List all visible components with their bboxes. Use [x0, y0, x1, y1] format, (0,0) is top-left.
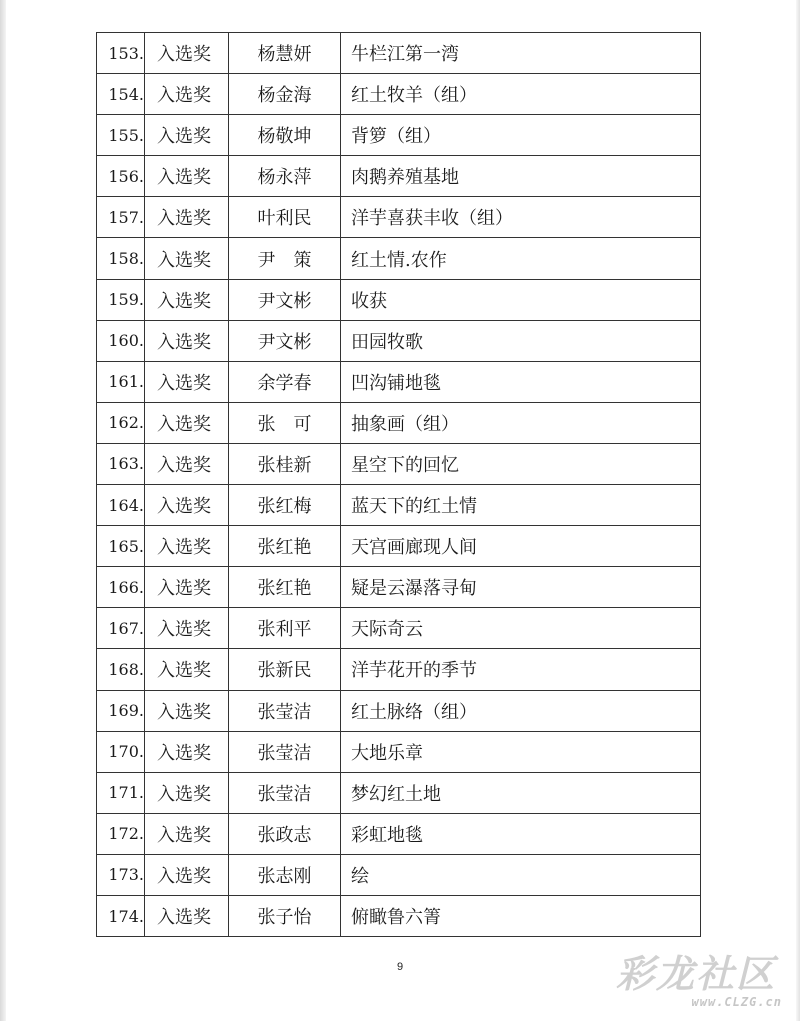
work-title-cell: 梦幻红土地 [341, 772, 701, 813]
row-number-cell: 159. [97, 279, 145, 320]
page-right-edge [796, 0, 800, 1021]
award-level-cell: 入选奖 [145, 320, 229, 361]
author-name-cell: 杨金海 [229, 74, 341, 115]
author-name-cell: 叶利民 [229, 197, 341, 238]
award-level-cell: 入选奖 [145, 238, 229, 279]
row-number-cell: 165. [97, 526, 145, 567]
award-level-cell: 入选奖 [145, 156, 229, 197]
author-name-cell: 杨永萍 [229, 156, 341, 197]
work-title-cell: 天宫画廊现人间 [341, 526, 701, 567]
author-name-cell: 尹文彬 [229, 279, 341, 320]
award-level-cell: 入选奖 [145, 895, 229, 936]
award-level-cell: 入选奖 [145, 854, 229, 895]
author-name-cell: 尹 策 [229, 238, 341, 279]
table-row [97, 608, 701, 649]
row-number-cell: 155. [97, 115, 145, 156]
table-row [97, 854, 701, 895]
watermark-url: www.CLZG.cn [691, 995, 782, 1009]
work-title-cell: 背箩（组） [341, 115, 701, 156]
work-title-cell: 疑是云瀑落寻甸 [341, 567, 701, 608]
row-number-cell: 160. [97, 320, 145, 361]
row-number-cell: 172. [97, 813, 145, 854]
table-row [97, 690, 701, 731]
table-row [97, 485, 701, 526]
table-row [97, 320, 701, 361]
award-level-cell: 入选奖 [145, 731, 229, 772]
table-row [97, 649, 701, 690]
row-number-cell: 157. [97, 197, 145, 238]
work-title-cell: 红土脉络（组） [341, 690, 701, 731]
author-name-cell: 张新民 [229, 649, 341, 690]
award-level-cell: 入选奖 [145, 567, 229, 608]
work-title-cell: 抽象画（组） [341, 402, 701, 443]
row-number-cell: 156. [97, 156, 145, 197]
work-title-cell: 牛栏江第一湾 [341, 33, 701, 74]
award-level-cell: 入选奖 [145, 115, 229, 156]
row-number-cell: 153. [97, 33, 145, 74]
work-title-cell: 红土情.农作 [341, 238, 701, 279]
award-level-cell: 入选奖 [145, 443, 229, 484]
work-title-cell: 收获 [341, 279, 701, 320]
work-title-cell: 洋芋花开的季节 [341, 649, 701, 690]
award-level-cell: 入选奖 [145, 197, 229, 238]
author-name-cell: 张利平 [229, 608, 341, 649]
award-level-cell: 入选奖 [145, 608, 229, 649]
author-name-cell: 杨敬坤 [229, 115, 341, 156]
award-level-cell: 入选奖 [145, 74, 229, 115]
row-number-cell: 162. [97, 402, 145, 443]
table-row [97, 443, 701, 484]
row-number-cell: 161. [97, 361, 145, 402]
page-left-edge [0, 0, 6, 1021]
table-row [97, 279, 701, 320]
row-number-cell: 167. [97, 608, 145, 649]
author-name-cell: 余学春 [229, 361, 341, 402]
author-name-cell: 张子怡 [229, 895, 341, 936]
award-level-cell: 入选奖 [145, 485, 229, 526]
award-level-cell: 入选奖 [145, 813, 229, 854]
row-number-cell: 174. [97, 895, 145, 936]
author-name-cell: 杨慧妍 [229, 33, 341, 74]
awards-table-body [97, 33, 701, 937]
page-number: 9 [396, 961, 404, 973]
table-row [97, 895, 701, 936]
award-level-cell: 入选奖 [145, 279, 229, 320]
row-number-cell: 173. [97, 854, 145, 895]
table-row [97, 74, 701, 115]
award-level-cell: 入选奖 [145, 402, 229, 443]
table-row [97, 567, 701, 608]
author-name-cell: 张志刚 [229, 854, 341, 895]
row-number-cell: 163. [97, 443, 145, 484]
watermark-text: 彩龙社区 [616, 951, 777, 996]
author-name-cell: 张莹洁 [229, 731, 341, 772]
table-row [97, 772, 701, 813]
author-name-cell: 张红艳 [229, 526, 341, 567]
work-title-cell: 俯瞰鲁六箐 [341, 895, 701, 936]
row-number-cell: 164. [97, 485, 145, 526]
row-number-cell: 158. [97, 238, 145, 279]
table-row [97, 361, 701, 402]
row-number-cell: 168. [97, 649, 145, 690]
work-title-cell: 天际奇云 [341, 608, 701, 649]
work-title-cell: 田园牧歌 [341, 320, 701, 361]
table-row [97, 526, 701, 567]
work-title-cell: 凹沟铺地毯 [341, 361, 701, 402]
work-title-cell: 绘 [341, 854, 701, 895]
author-name-cell: 张莹洁 [229, 690, 341, 731]
work-title-cell: 洋芋喜获丰收（组） [341, 197, 701, 238]
row-number-cell: 154. [97, 74, 145, 115]
author-name-cell: 张 可 [229, 402, 341, 443]
site-watermark-logo [616, 943, 786, 1011]
work-title-cell: 肉鹅养殖基地 [341, 156, 701, 197]
work-title-cell: 大地乐章 [341, 731, 701, 772]
award-level-cell: 入选奖 [145, 526, 229, 567]
author-name-cell: 张桂新 [229, 443, 341, 484]
award-level-cell: 入选奖 [145, 361, 229, 402]
award-level-cell: 入选奖 [145, 690, 229, 731]
award-level-cell: 入选奖 [145, 649, 229, 690]
table-row [97, 156, 701, 197]
author-name-cell: 尹文彬 [229, 320, 341, 361]
author-name-cell: 张红艳 [229, 567, 341, 608]
table-row [97, 731, 701, 772]
author-name-cell: 张红梅 [229, 485, 341, 526]
table-row [97, 115, 701, 156]
work-title-cell: 星空下的回忆 [341, 443, 701, 484]
row-number-cell: 169. [97, 690, 145, 731]
author-name-cell: 张莹洁 [229, 772, 341, 813]
work-title-cell: 红土牧羊（组） [341, 74, 701, 115]
table-row [97, 238, 701, 279]
row-number-cell: 166. [97, 567, 145, 608]
row-number-cell: 170. [97, 731, 145, 772]
award-level-cell: 入选奖 [145, 33, 229, 74]
award-level-cell: 入选奖 [145, 772, 229, 813]
work-title-cell: 彩虹地毯 [341, 813, 701, 854]
table-row [97, 402, 701, 443]
table-row [97, 197, 701, 238]
author-name-cell: 张政志 [229, 813, 341, 854]
awards-table [96, 32, 701, 937]
table-row [97, 813, 701, 854]
row-number-cell: 171. [97, 772, 145, 813]
work-title-cell: 蓝天下的红土情 [341, 485, 701, 526]
table-row [97, 33, 701, 74]
